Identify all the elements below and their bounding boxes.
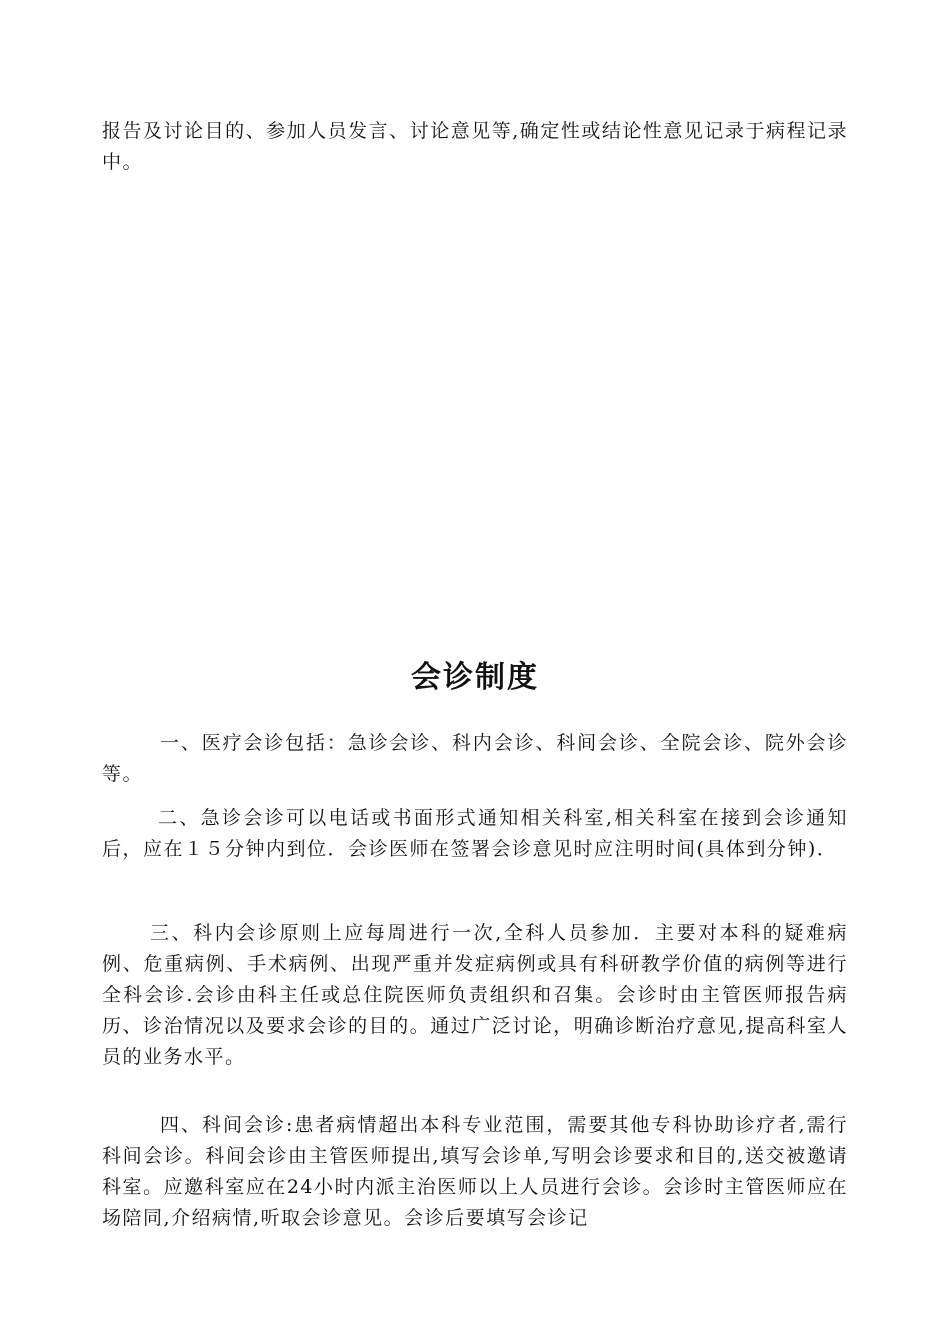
continued-paragraph: 报告及讨论目的、参加人员发言、讨论意见等,确定性或结论性意见记录于病程记录中。 bbox=[102, 120, 848, 173]
paragraph-4: 四、科间会诊:患者病情超出本科专业范围，需要其他专科协助诊疗者,需行科间会诊。科间会诊由主管医师提出,填写会诊单,写明会诊要求和目的,送交被邀请科室。应邀科室应在24小时内派主治医师以上人员进行会诊。会诊时主管医师应在场陪同,介绍病情,听取会诊意见。会诊后要填写会诊记 bbox=[102, 1114, 848, 1229]
section-title: 会诊制度 bbox=[411, 660, 539, 695]
paragraph-2: 二、急诊会诊可以电话或书面形式通知相关科室,相关科室在接到会诊通知后，应在１５分钟内到位．会诊医师在签署会诊意见时应注明时间(具体到分钟)． bbox=[102, 807, 848, 860]
paragraph-1: 一、医疗会诊包括：急诊会诊、科内会诊、科间会诊、全院会诊、院外会诊等。 bbox=[102, 732, 848, 785]
paragraph-3: 三、科内会诊原则上应每周进行一次,全科人员参加．主要对本科的疑难病例、危重病例、手术病例、出现严重并发症病例或具有科研教学价值的病例等进行全科会诊.会诊由科主任或总住院医师负责组织和召集。会诊时由主管医师报告病历、诊治情况以及要求会诊的目的。通过广泛讨论，明确诊断治疗意见,提高科室人员的业务水平。 bbox=[102, 922, 848, 1068]
